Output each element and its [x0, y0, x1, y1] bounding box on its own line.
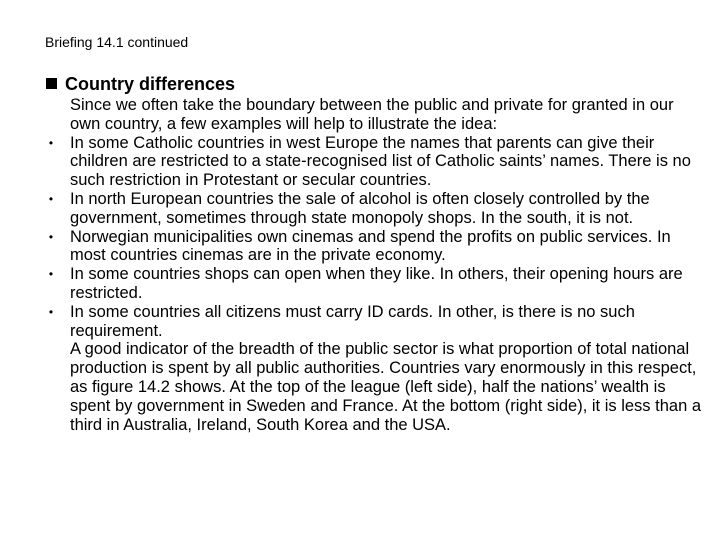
section-body	[46, 96, 706, 434]
bullet-text: In some Catholic countries in west Europe the names that parents can give their children are restricted to a state-recognised list of Catholic saints’ names. There is no such restriction in Protestant or secular countries.	[70, 133, 691, 190]
bullet-item	[46, 134, 706, 190]
bullet-item	[46, 228, 706, 266]
bullet-text: In some countries all citizens must carry ID cards. In other, is there is no such requirement.	[70, 302, 635, 340]
bullet-text: In north European countries the sale of alcohol is often closely controlled by the government, sometimes through state monopoly shops. In the south, it is not.	[70, 189, 650, 227]
briefing-header: Briefing 14.1 continued	[45, 34, 189, 50]
bullet-text: In some countries shops can open when they like. In others, their opening hours are restricted.	[70, 265, 683, 302]
section-heading-text: Country differences	[65, 74, 236, 94]
bullet-text: Norwegian municipalities own cinemas and spend the profits on public services. In most countries cinemas are in the private economy.	[70, 227, 671, 265]
section-heading	[46, 74, 235, 94]
intro-paragraph: Since we often take the boundary between the public and private for granted in our own country, a few examples will help to illustrate the idea:	[70, 96, 674, 133]
bullet-item	[46, 303, 706, 341]
bullet-item	[46, 190, 706, 228]
bullet-dot-icon: •	[48, 229, 54, 244]
bullet-dot-icon: •	[48, 191, 54, 206]
square-bullet-icon	[46, 78, 57, 89]
bullet-dot-icon: •	[48, 304, 54, 319]
bullet-item	[46, 265, 706, 303]
closing-paragraph: A good indicator of the breadth of the public sector is what proportion of total national production is spent by all public authorities. Countries vary enormously in this respect, as figure 14.2 shows. At the top of the league (left side), half the nations’ wealth is spent by government in Sweden and France. At the bottom (right side), it is less than a third in Australia, Ireland, South Korea and the USA.	[70, 340, 702, 434]
bullet-dot-icon: •	[48, 135, 54, 150]
bullet-dot-icon: •	[48, 267, 54, 282]
